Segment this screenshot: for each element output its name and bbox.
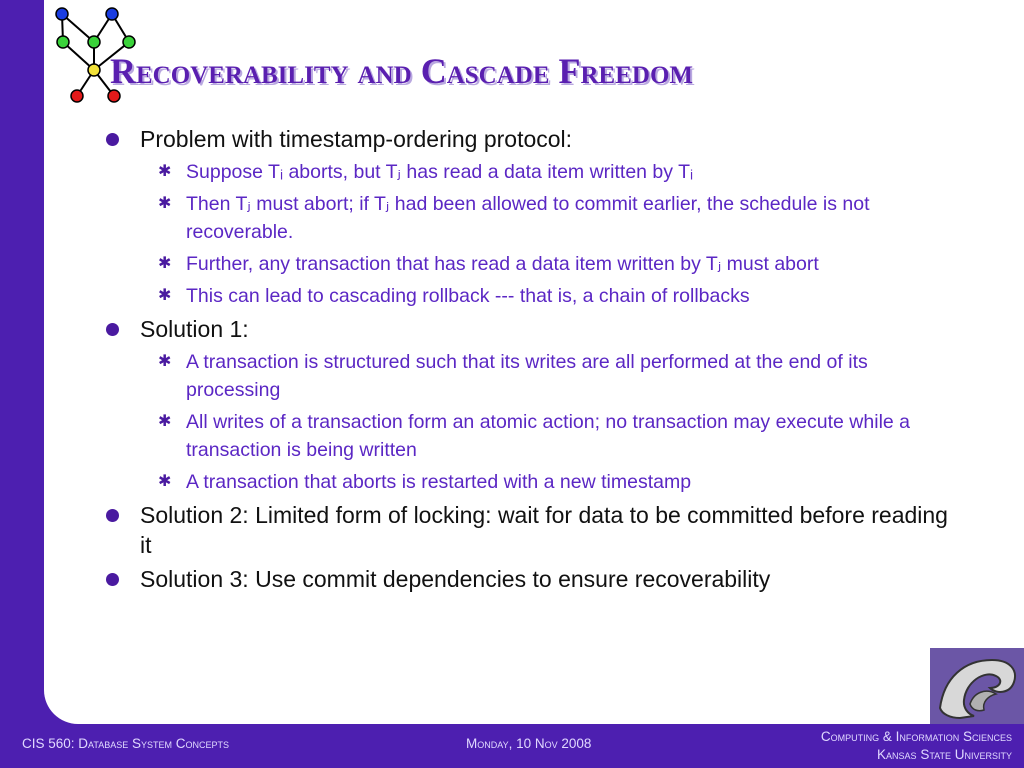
- sub-bullet-item: [102, 468, 962, 496]
- slide-content: [102, 124, 962, 598]
- round-bullet-icon: [106, 573, 119, 586]
- sub-bullet-item: [102, 250, 962, 278]
- sub-bullet-item: [102, 158, 962, 186]
- footer-date: Monday, 10 Nov 2008: [466, 736, 592, 751]
- asterisk-bullet-icon: ✱: [158, 163, 172, 180]
- asterisk-bullet-icon: ✱: [158, 353, 172, 370]
- sub-bullet-item: [102, 282, 962, 310]
- asterisk-bullet-icon: ✱: [158, 195, 172, 212]
- sub-bullet-item: [102, 348, 962, 404]
- sub-bullet-text: Suppose Tᵢ aborts, but Tⱼ has read a data item written by Tᵢ: [186, 161, 694, 183]
- bullet-text: Solution 1:: [140, 316, 249, 342]
- bullet-text: Solution 3: Use commit dependencies to ensure recoverability: [140, 566, 771, 592]
- sub-bullet-text: Further, any transaction that has read a data item written by Tⱼ must abort: [186, 253, 819, 275]
- footer-university: Kansas State University: [877, 747, 1012, 762]
- footer-institution: [821, 728, 1012, 764]
- round-bullet-icon: [106, 323, 119, 336]
- asterisk-bullet-icon: ✱: [158, 287, 172, 304]
- asterisk-bullet-icon: ✱: [158, 473, 172, 490]
- bullet-item: [102, 124, 962, 154]
- bullet-item: [102, 564, 962, 594]
- sub-bullet-text: A transaction that aborts is restarted with a new timestamp: [186, 471, 692, 493]
- sub-bullet-item: [102, 190, 962, 246]
- asterisk-bullet-icon: ✱: [158, 413, 172, 430]
- footer-course: CIS 560: Database System Concepts: [22, 736, 229, 751]
- wildcat-logo-icon: [930, 648, 1024, 724]
- bullet-text: Solution 2: Limited form of locking: wait for data to be committed before reading it: [140, 502, 948, 558]
- round-bullet-icon: [106, 509, 119, 522]
- bullet-item: [102, 500, 962, 560]
- sub-bullet-text: All writes of a transaction form an atomic action; no transaction may execute while a transaction is being written: [186, 411, 911, 461]
- sub-bullet-text: This can lead to cascading rollback --- that is, a chain of rollbacks: [186, 285, 750, 307]
- bullet-item: [102, 314, 962, 344]
- slide-title: Recoverability and Cascade Freedom: [110, 51, 693, 91]
- bullet-text: Problem with timestamp-ordering protocol:: [140, 126, 573, 152]
- round-bullet-icon: [106, 133, 119, 146]
- sub-bullet-item: [102, 408, 962, 464]
- university-logo-icon: [930, 648, 1024, 724]
- footer-department: Computing & Information Sciences: [820, 729, 1012, 744]
- sub-bullet-text: A transaction is structured such that its writes are all performed at the end of its processing: [186, 351, 868, 401]
- sub-bullet-text: Then Tⱼ must abort; if Tⱼ had been allowed to commit earlier, the schedule is not recoverable.: [186, 193, 870, 243]
- asterisk-bullet-icon: ✱: [158, 255, 172, 272]
